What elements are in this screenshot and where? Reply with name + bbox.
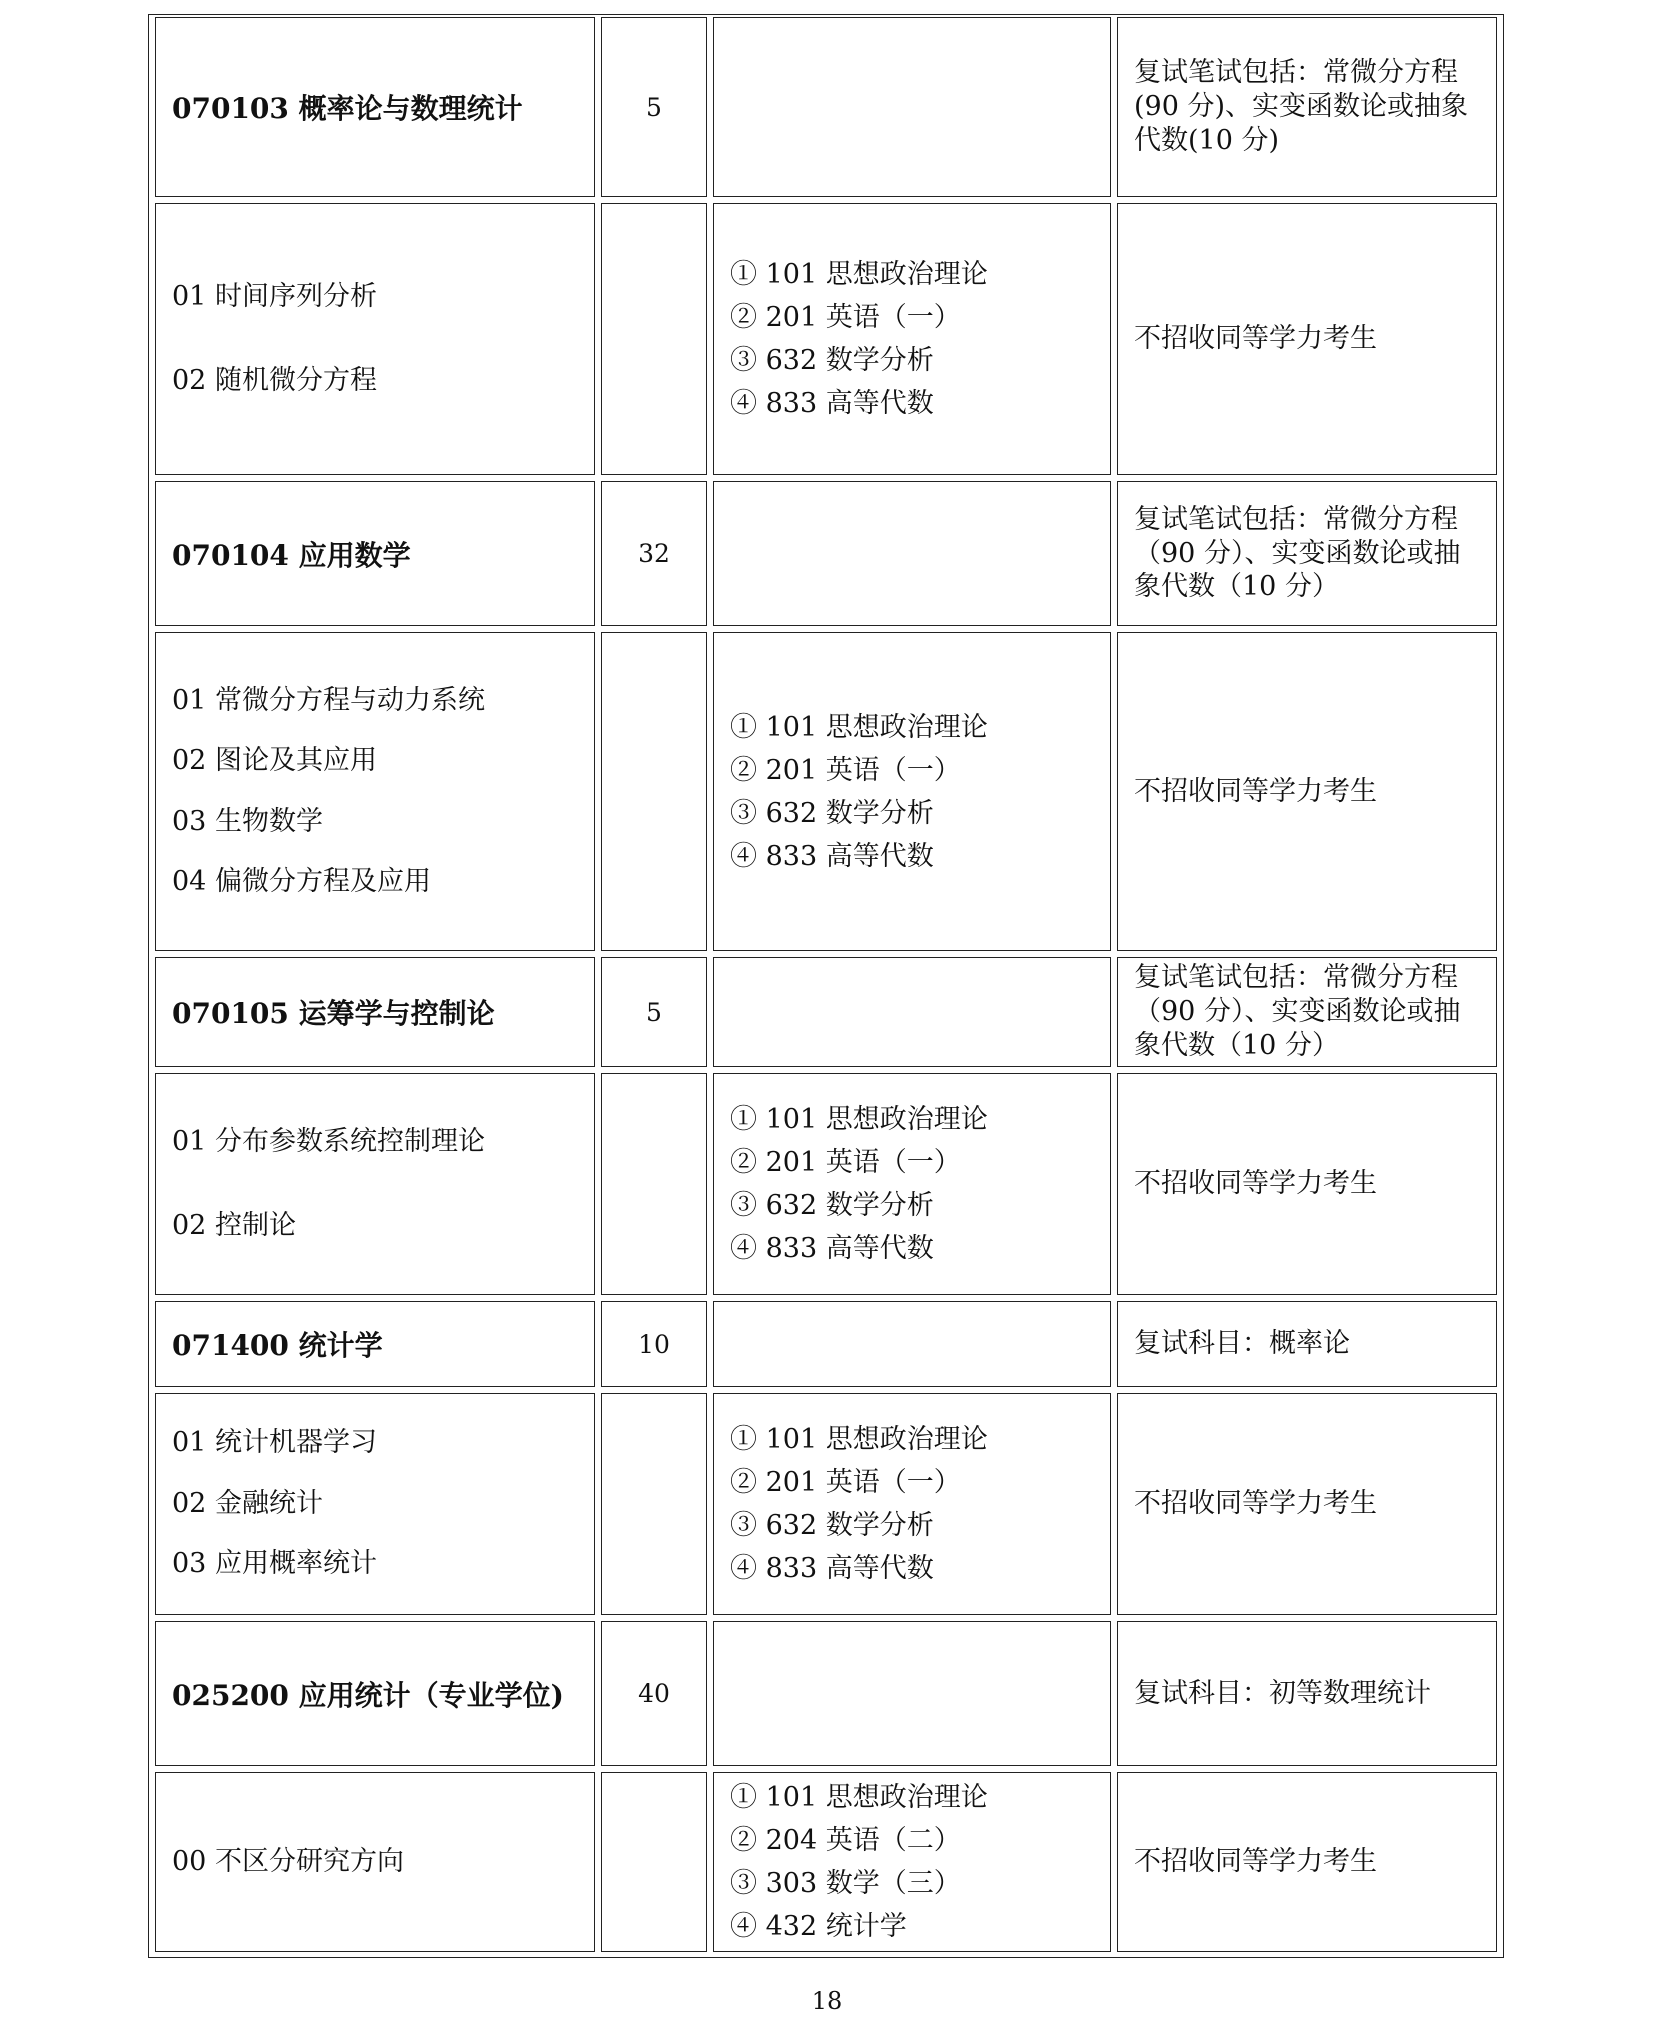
remark-text: 复试笔试包括：常微分方程（90 分）、实变函数论或抽象代数（10 分） <box>1134 503 1461 603</box>
quota-cell <box>601 957 707 1067</box>
direction-row <box>155 1073 1497 1295</box>
exam-subjects-cell <box>713 1772 1111 1952</box>
direction-row <box>155 632 1497 951</box>
quota-cell <box>601 17 707 197</box>
major-cell <box>155 17 595 197</box>
research-direction: 01 统计机器学习 <box>172 1427 377 1459</box>
research-direction: 04 偏微分方程及应用 <box>172 865 431 897</box>
exam-subject: ④ 833 高等代数 <box>730 840 934 872</box>
exam-subject: ③ 632 数学分析 <box>730 345 934 376</box>
exam-subject: ③ 632 数学分析 <box>730 1510 934 1541</box>
major-row <box>155 17 1497 197</box>
remarks-cell <box>1117 632 1497 951</box>
remark-text: 不招收同等学力考生 <box>1134 775 1377 807</box>
direction-row <box>155 1772 1497 1952</box>
remarks-cell <box>1117 1393 1497 1615</box>
direction-row <box>155 1393 1497 1615</box>
major-row <box>155 957 1497 1067</box>
major-cell <box>155 1393 595 1615</box>
enrollment-quota: 5 <box>646 92 662 122</box>
remarks-cell <box>1117 481 1497 626</box>
major-title: 070104 应用数学 <box>172 538 411 572</box>
research-direction: 00 不区分研究方向 <box>172 1845 404 1877</box>
exam-subjects-cell <box>713 1073 1111 1295</box>
quota-cell <box>601 203 707 475</box>
research-direction: 01 分布参数系统控制理论 <box>172 1125 485 1157</box>
exam-subject: ① 101 思想政治理论 <box>730 1424 988 1455</box>
research-direction: 02 随机微分方程 <box>172 365 377 396</box>
enrollment-quota: 10 <box>638 1329 670 1359</box>
major-cell <box>155 203 595 475</box>
exam-subject: ④ 833 高等代数 <box>730 388 934 419</box>
exam-subjects-cell <box>713 1621 1111 1766</box>
quota-cell <box>601 1772 707 1952</box>
major-cell <box>155 1772 595 1952</box>
exam-subjects-cell <box>713 957 1111 1067</box>
quota-cell <box>601 1301 707 1387</box>
exam-subject: ③ 303 数学（三） <box>730 1868 961 1899</box>
exam-subject: ② 201 英语（一） <box>730 754 961 786</box>
remark-text: 不招收同等学力考生 <box>1134 1488 1377 1520</box>
enrollment-quota: 40 <box>638 1679 670 1708</box>
exam-subject: ② 201 英语（一） <box>730 1467 961 1498</box>
quota-cell <box>601 1621 707 1766</box>
major-row <box>155 1621 1497 1766</box>
exam-subject: ① 101 思想政治理论 <box>730 1782 988 1813</box>
remarks-cell <box>1117 1772 1497 1952</box>
remarks-cell <box>1117 957 1497 1067</box>
research-direction: 03 生物数学 <box>172 805 323 837</box>
enrollment-quota: 5 <box>646 997 662 1027</box>
major-cell <box>155 632 595 951</box>
exam-subject: ① 101 思想政治理论 <box>730 1104 988 1135</box>
remark-text: 复试科目：概率论 <box>1134 1328 1350 1360</box>
exam-subjects-cell <box>713 632 1111 951</box>
research-direction: 02 图论及其应用 <box>172 745 377 777</box>
exam-subject: ② 201 英语（一） <box>730 1147 961 1178</box>
quota-cell <box>601 1393 707 1615</box>
remark-text: 复试笔试包括：常微分方程（90 分）、实变函数论或抽象代数（10 分） <box>1134 962 1461 1061</box>
remarks-cell <box>1117 1301 1497 1387</box>
remarks-cell <box>1117 203 1497 475</box>
remark-text: 复试笔试包括：常微分方程(90 分)、实变函数论或抽象代数(10 分) <box>1134 57 1469 156</box>
major-cell <box>155 481 595 626</box>
research-direction: 01 时间序列分析 <box>172 280 377 312</box>
remark-text: 不招收同等学力考生 <box>1134 1168 1377 1200</box>
major-row <box>155 1301 1497 1387</box>
remarks-cell <box>1117 17 1497 197</box>
exam-subject: ① 101 思想政治理论 <box>730 259 988 290</box>
exam-subject: ④ 833 高等代数 <box>730 1233 934 1264</box>
major-title: 070103 概率论与数理统计 <box>172 92 523 125</box>
research-direction: 03 应用概率统计 <box>172 1548 377 1580</box>
page-number: 18 <box>811 1987 843 2015</box>
remarks-cell <box>1117 1621 1497 1766</box>
quota-cell <box>601 1073 707 1295</box>
major-cell <box>155 1073 595 1295</box>
major-title: 070105 运筹学与控制论 <box>172 997 495 1030</box>
research-direction: 01 常微分方程与动力系统 <box>172 684 485 716</box>
quota-cell <box>601 481 707 626</box>
major-row <box>155 481 1497 626</box>
direction-row <box>155 203 1497 475</box>
exam-subject: ④ 432 统计学 <box>730 1911 907 1942</box>
quota-cell <box>601 632 707 951</box>
major-cell <box>155 1621 595 1766</box>
major-title: 025200 应用统计（专业学位) <box>172 1678 564 1712</box>
exam-subjects-cell <box>713 1393 1111 1615</box>
exam-subject: ③ 632 数学分析 <box>730 797 934 829</box>
exam-subject: ③ 632 数学分析 <box>730 1190 934 1221</box>
research-direction: 02 控制论 <box>172 1210 296 1241</box>
major-cell <box>155 957 595 1067</box>
exam-subject: ② 201 英语（一） <box>730 302 961 333</box>
remark-text: 不招收同等学力考生 <box>1134 323 1377 355</box>
enrollment-quota: 32 <box>638 539 670 568</box>
remark-text: 不招收同等学力考生 <box>1134 1846 1377 1878</box>
research-direction: 02 金融统计 <box>172 1487 323 1519</box>
exam-subjects-cell <box>713 481 1111 626</box>
exam-subject: ① 101 思想政治理论 <box>730 711 988 743</box>
remark-text: 复试科目：初等数理统计 <box>1134 1677 1431 1709</box>
exam-subjects-cell <box>713 17 1111 197</box>
remarks-cell <box>1117 1073 1497 1295</box>
exam-subject: ② 204 英语（二） <box>730 1825 961 1856</box>
exam-subjects-cell <box>713 203 1111 475</box>
admissions-table <box>148 14 1504 1958</box>
exam-subject: ④ 833 高等代数 <box>730 1553 934 1584</box>
major-cell <box>155 1301 595 1387</box>
major-title: 071400 统计学 <box>172 1329 383 1362</box>
exam-subjects-cell <box>713 1301 1111 1387</box>
